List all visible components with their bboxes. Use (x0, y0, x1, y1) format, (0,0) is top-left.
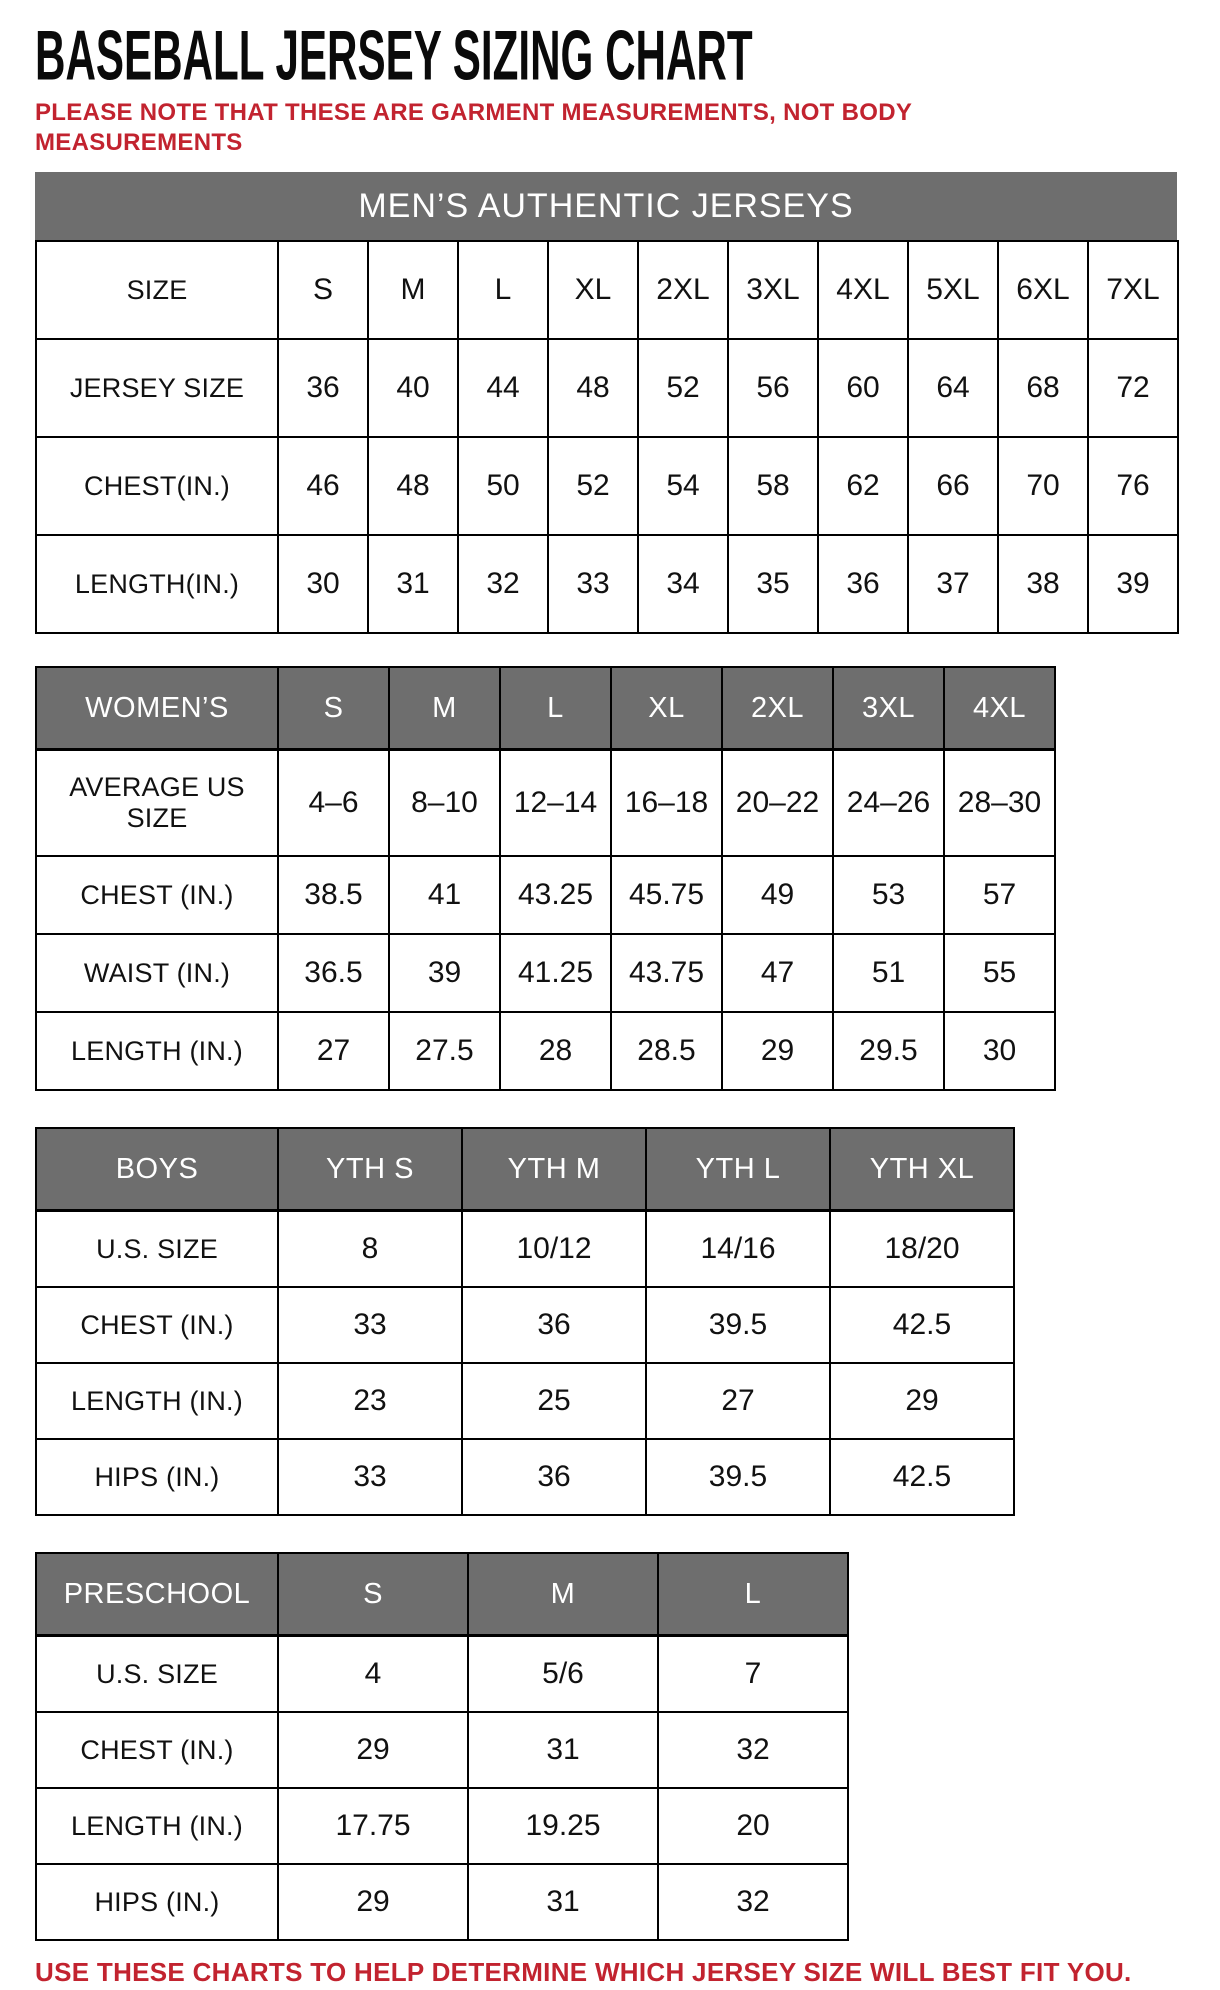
table-row (36, 241, 1178, 339)
size-column-header: S (278, 667, 389, 750)
value-cell: 4 (278, 1636, 468, 1713)
value-cell: M (368, 241, 458, 339)
value-cell: 76 (1088, 437, 1178, 535)
value-cell: 31 (368, 535, 458, 633)
value-cell: 49 (722, 856, 833, 934)
value-cell: 56 (728, 339, 818, 437)
value-cell: 39 (389, 934, 500, 1012)
value-cell: 29 (278, 1712, 468, 1788)
value-cell: 27.5 (389, 1012, 500, 1090)
value-cell: 12–14 (500, 750, 611, 857)
row-label: JERSEY SIZE (36, 339, 278, 437)
value-cell: 45.75 (611, 856, 722, 934)
table-row (36, 750, 1055, 857)
value-cell: 31 (468, 1712, 658, 1788)
table-row (36, 1012, 1055, 1090)
size-column-header: YTH XL (830, 1128, 1014, 1211)
value-cell: 44 (458, 339, 548, 437)
table-row (36, 1439, 1014, 1515)
value-cell: 27 (278, 1012, 389, 1090)
value-cell: 36 (462, 1287, 646, 1363)
value-cell: 38.5 (278, 856, 389, 934)
value-cell: 8 (278, 1211, 462, 1288)
row-label: HIPS (IN.) (36, 1864, 278, 1940)
table-header-row (36, 667, 1055, 750)
value-cell: 2XL (638, 241, 728, 339)
size-column-header: M (389, 667, 500, 750)
value-cell: 64 (908, 339, 998, 437)
value-cell: 55 (944, 934, 1055, 1012)
table-row (36, 1211, 1014, 1288)
value-cell: 4–6 (278, 750, 389, 857)
value-cell: 24–26 (833, 750, 944, 857)
value-cell: 4XL (818, 241, 908, 339)
value-cell: 20–22 (722, 750, 833, 857)
table-row (36, 856, 1055, 934)
value-cell: 35 (728, 535, 818, 633)
value-cell: 31 (468, 1864, 658, 1940)
value-cell: 43.75 (611, 934, 722, 1012)
value-cell: 33 (278, 1439, 462, 1515)
value-cell: 10/12 (462, 1211, 646, 1288)
value-cell: 53 (833, 856, 944, 934)
womens-header-label: WOMEN’S (36, 667, 278, 750)
table-row (36, 339, 1178, 437)
value-cell: 41 (389, 856, 500, 934)
value-cell: 52 (638, 339, 728, 437)
womens-sizing-table (35, 666, 1056, 1091)
row-label: LENGTH (IN.) (36, 1012, 278, 1090)
value-cell: 47 (722, 934, 833, 1012)
value-cell: 42.5 (830, 1439, 1014, 1515)
size-column-header: YTH M (462, 1128, 646, 1211)
value-cell: 3XL (728, 241, 818, 339)
row-label: LENGTH(IN.) (36, 535, 278, 633)
table-row (36, 437, 1178, 535)
value-cell: 57 (944, 856, 1055, 934)
value-cell: 34 (638, 535, 728, 633)
value-cell: 33 (278, 1287, 462, 1363)
value-cell: 68 (998, 339, 1088, 437)
value-cell: 48 (368, 437, 458, 535)
table-row (36, 1287, 1014, 1363)
table-row (36, 1712, 848, 1788)
value-cell: 32 (458, 535, 548, 633)
value-cell: 39 (1088, 535, 1178, 633)
value-cell: 30 (944, 1012, 1055, 1090)
value-cell: 46 (278, 437, 368, 535)
value-cell: 32 (658, 1864, 848, 1940)
table-row (36, 1363, 1014, 1439)
value-cell: 60 (818, 339, 908, 437)
value-cell: 52 (548, 437, 638, 535)
value-cell: 28.5 (611, 1012, 722, 1090)
row-label: CHEST(IN.) (36, 437, 278, 535)
value-cell: 66 (908, 437, 998, 535)
value-cell: 29 (830, 1363, 1014, 1439)
value-cell: 32 (658, 1712, 848, 1788)
value-cell: 70 (998, 437, 1088, 535)
size-column-header: L (500, 667, 611, 750)
row-label: LENGTH (IN.) (36, 1363, 278, 1439)
size-column-header: L (658, 1553, 848, 1636)
row-label: CHEST (IN.) (36, 856, 278, 934)
value-cell: 28 (500, 1012, 611, 1090)
size-column-header: M (468, 1553, 658, 1636)
value-cell: 41.25 (500, 934, 611, 1012)
table-row (36, 1864, 848, 1940)
value-cell: 28–30 (944, 750, 1055, 857)
value-cell: 33 (548, 535, 638, 633)
value-cell: 5XL (908, 241, 998, 339)
value-cell: 23 (278, 1363, 462, 1439)
value-cell: 50 (458, 437, 548, 535)
value-cell: 7 (658, 1636, 848, 1713)
value-cell: 37 (908, 535, 998, 633)
boys-sizing-table (35, 1127, 1015, 1516)
value-cell: 72 (1088, 339, 1178, 437)
value-cell: 25 (462, 1363, 646, 1439)
size-column-header: 2XL (722, 667, 833, 750)
value-cell: 39.5 (646, 1287, 830, 1363)
garment-measurement-note: PLEASE NOTE THAT THESE ARE GARMENT MEASUREMENTS, NOT BODY MEASUREMENTS (35, 99, 912, 156)
value-cell: S (278, 241, 368, 339)
size-column-header: XL (611, 667, 722, 750)
value-cell: 54 (638, 437, 728, 535)
value-cell: 29 (722, 1012, 833, 1090)
value-cell: XL (548, 241, 638, 339)
value-cell: 20 (658, 1788, 848, 1864)
value-cell: 17.75 (278, 1788, 468, 1864)
value-cell: 62 (818, 437, 908, 535)
mens-table-title: MEN’S AUTHENTIC JERSEYS (35, 172, 1177, 240)
mens-sizing-table (35, 240, 1179, 634)
value-cell: 19.25 (468, 1788, 658, 1864)
table-row (36, 1788, 848, 1864)
value-cell: 42.5 (830, 1287, 1014, 1363)
size-column-header: 3XL (833, 667, 944, 750)
value-cell: 18/20 (830, 1211, 1014, 1288)
value-cell: 36.5 (278, 934, 389, 1012)
value-cell: 30 (278, 535, 368, 633)
row-label: WAIST (IN.) (36, 934, 278, 1012)
value-cell: 27 (646, 1363, 830, 1439)
row-label: SIZE (36, 241, 278, 339)
value-cell: L (458, 241, 548, 339)
table-header-row (36, 1553, 848, 1636)
table-row (36, 934, 1055, 1012)
preschool-header-label: PRESCHOOL (36, 1553, 278, 1636)
value-cell: 36 (278, 339, 368, 437)
boys-header-label: BOYS (36, 1128, 278, 1211)
preschool-sizing-table (35, 1552, 849, 1941)
page-title: BASEBALL JERSEY SIZING CHART (35, 16, 753, 96)
row-label: CHEST (IN.) (36, 1287, 278, 1363)
row-label: HIPS (IN.) (36, 1439, 278, 1515)
value-cell: 5/6 (468, 1636, 658, 1713)
table-row (36, 1636, 848, 1713)
value-cell: 38 (998, 535, 1088, 633)
row-label: CHEST (IN.) (36, 1712, 278, 1788)
size-column-header: S (278, 1553, 468, 1636)
fit-advice-note: USE THESE CHARTS TO HELP DETERMINE WHICH JERSEY SIZE WILL BEST FIT YOU. (35, 1957, 1132, 1987)
page-header (35, 16, 1220, 94)
value-cell: 14/16 (646, 1211, 830, 1288)
value-cell: 51 (833, 934, 944, 1012)
size-column-header: YTH L (646, 1128, 830, 1211)
row-label: U.S. SIZE (36, 1211, 278, 1288)
table-row (36, 535, 1178, 633)
value-cell: 48 (548, 339, 638, 437)
row-label: AVERAGE US SIZE (36, 750, 278, 857)
value-cell: 29.5 (833, 1012, 944, 1090)
row-label: LENGTH (IN.) (36, 1788, 278, 1864)
value-cell: 39.5 (646, 1439, 830, 1515)
size-column-header: 4XL (944, 667, 1055, 750)
value-cell: 16–18 (611, 750, 722, 857)
value-cell: 36 (818, 535, 908, 633)
row-label: U.S. SIZE (36, 1636, 278, 1713)
table-header-row (36, 1128, 1014, 1211)
size-column-header: YTH S (278, 1128, 462, 1211)
value-cell: 58 (728, 437, 818, 535)
value-cell: 7XL (1088, 241, 1178, 339)
value-cell: 40 (368, 339, 458, 437)
value-cell: 43.25 (500, 856, 611, 934)
value-cell: 36 (462, 1439, 646, 1515)
value-cell: 6XL (998, 241, 1088, 339)
value-cell: 29 (278, 1864, 468, 1940)
value-cell: 8–10 (389, 750, 500, 857)
